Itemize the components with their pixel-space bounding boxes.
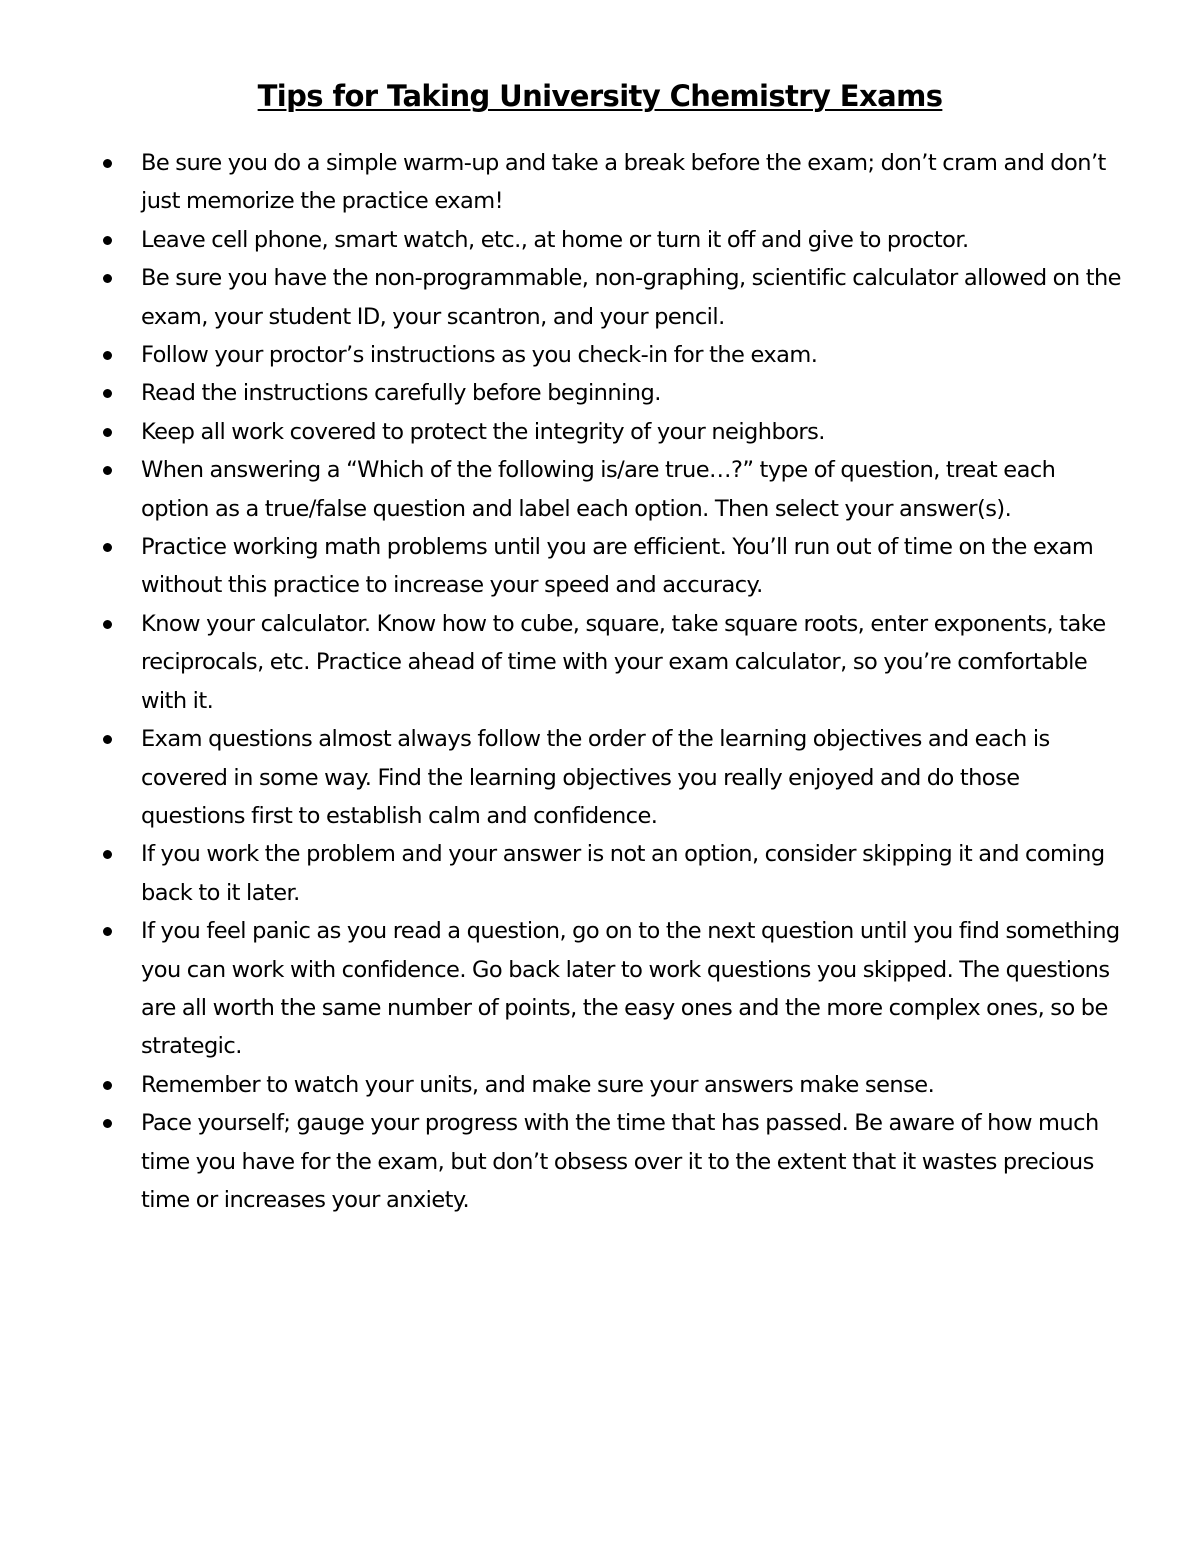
tip-text: Practice working math problems until you are efficient. You’ll run out of time on the exam without this practice to increase your speed and accuracy. [141,534,1094,599]
tip-item [0,605,1126,720]
bullet-icon [103,466,112,475]
bullet-icon [103,1081,112,1090]
tip-text: Know your calculator. Know how to cube, square, take square roots, enter exponents, take reciprocals, etc. Practice ahead of time with your exam calculator, so you’re comfortable with it. [141,610,1106,714]
tip-text: When answering a “Which of the following is/are true…?” type of question, treat each option as a true/false question and label each option. Then select your answer(s). [141,457,1056,522]
tip-item [0,336,1126,374]
tip-item [0,221,1126,259]
tip-item [0,374,1126,412]
bullet-icon [103,159,112,168]
tip-item [0,1104,1126,1219]
tip-text: Exam questions almost always follow the order of the learning objectives and each is covered in some way. Find the learning objectives you really enjoyed and do those questions first to establish calm and confidence. [141,726,1050,829]
bullet-icon [103,351,112,360]
tip-item [0,720,1126,835]
tip-text: Keep all work covered to protect the integrity of your neighbors. [141,418,825,445]
bullet-icon [103,735,112,744]
bullet-icon [103,927,112,936]
bullet-icon [103,1119,112,1128]
tip-item [0,1066,1126,1104]
tip-item [0,912,1126,1066]
tip-text: Be sure you have the non-programmable, non-graphing, scientific calculator allowed on the exam, your student ID, your scantron, and your pencil. [141,265,1121,330]
bullet-icon [103,850,112,859]
bullet-icon [103,389,112,398]
tip-text: If you feel panic as you read a question, go on to the next question until you find something you can work with confidence. Go back later to work questions you skipped. The questions are all worth the same number of points, the easy ones and the more complex ones, so be strategic. [141,918,1120,1060]
bullet-icon [103,274,112,283]
tip-text: Be sure you do a simple warm-up and take a break before the exam; don’t cram and don’t just memorize the practice exam! [141,150,1106,215]
tip-item [0,413,1126,451]
tip-item [0,144,1126,221]
tip-text: Remember to watch your units, and make sure your answers make sense. [141,1071,935,1098]
tip-item [0,451,1126,528]
tip-item [0,528,1126,605]
tip-text: If you work the problem and your answer is not an option, consider skipping it and coming back to it later. [141,841,1105,906]
tip-item [0,835,1126,912]
document-title: Tips for Taking University Chemistry Exams [257,79,943,113]
bullet-icon [103,236,112,245]
tip-text: Leave cell phone, smart watch, etc., at home or turn it off and give to proctor. [141,226,969,253]
tips-list [0,144,1200,1219]
tip-text: Follow your proctor’s instructions as you check-in for the exam. [141,342,818,369]
tip-text: Read the instructions carefully before beginning. [141,380,661,407]
bullet-icon [103,620,112,629]
tip-item [0,259,1126,336]
bullet-icon [103,543,112,552]
tip-text: Pace yourself; gauge your progress with the time that has passed. Be aware of how much time you have for the exam, but don’t obsess over it to the extent that it wastes precious time or increases your anxiety. [141,1110,1099,1213]
bullet-icon [103,428,112,437]
